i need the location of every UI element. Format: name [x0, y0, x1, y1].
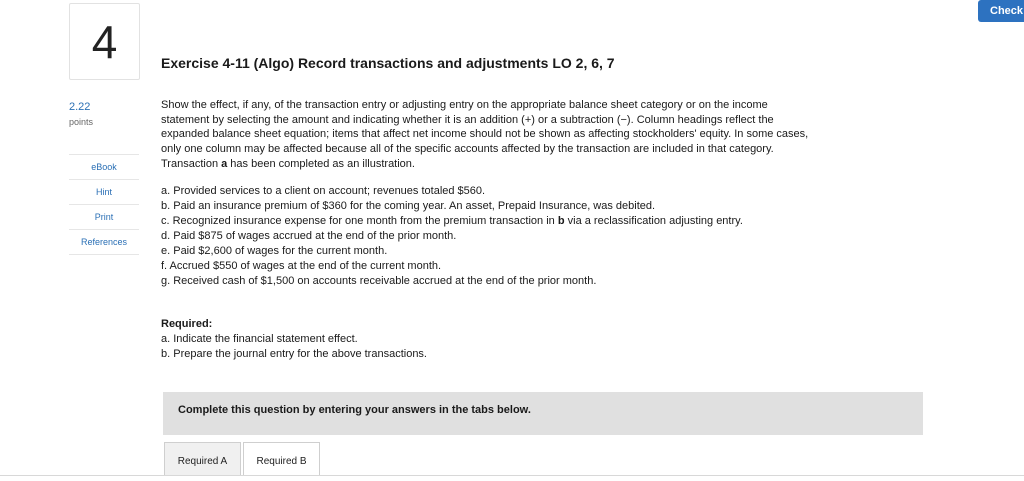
transaction-list: [161, 184, 951, 289]
required-item: a. Indicate the financial statement effect.: [161, 333, 358, 345]
references-link[interactable]: References: [69, 229, 139, 255]
transaction-item: a. Provided services to a client on account; revenues totaled $560.: [161, 185, 486, 197]
transaction-item: c. Recognized insurance expense for one month from the premium transaction in b via a reclassification adjusting entry.: [161, 215, 743, 227]
transaction-item: f. Accrued $550 of wages at the end of the current month.: [161, 260, 442, 272]
transaction-item: d. Paid $875 of wages accrued at the end of the prior month.: [161, 230, 457, 242]
instruction-line: statement by selecting the amount and indicating whether it is an addition (+) or a subtraction (−). Column headings reflect the: [161, 113, 774, 126]
question-number: 4: [69, 3, 140, 80]
required-section: [161, 317, 427, 362]
hint-link[interactable]: Hint: [69, 179, 139, 204]
print-link[interactable]: Print: [69, 204, 139, 229]
instructions: [161, 98, 951, 172]
tab-required-a[interactable]: Required A: [164, 442, 241, 476]
required-item: b. Prepare the journal entry for the above transactions.: [161, 348, 427, 360]
ebook-link[interactable]: eBook: [69, 154, 139, 179]
resource-links: [69, 154, 139, 255]
check-button[interactable]: Check: [978, 0, 1024, 22]
transaction-item: e. Paid $2,600 of wages for the current month.: [161, 245, 388, 257]
illustration-note: Transaction a has been completed as an illustration.: [161, 157, 415, 170]
exercise-title: Exercise 4-11 (Algo) Record transactions and adjustments LO 2, 6, 7: [161, 55, 615, 71]
tab-required-b[interactable]: Required B: [243, 442, 320, 476]
points-label: points: [69, 117, 94, 127]
points-value: 2.22: [69, 101, 91, 113]
transaction-item: g. Received cash of $1,500 on accounts receivable accrued at the end of the prior month.: [161, 275, 597, 287]
instruction-line: Show the effect, if any, of the transaction entry or adjusting entry on the appropriate balance sheet category or on the income: [161, 99, 768, 111]
transaction-item: b. Paid an insurance premium of $360 for the coming year. An asset, Prepaid Insurance, was debited.: [161, 200, 656, 212]
required-title: Required:: [161, 318, 213, 330]
complete-prompt: Complete this question by entering your answers in the tabs below.: [163, 392, 923, 435]
instruction-line: expanded balance sheet equation; items that affect net income should not be shown as affecting stockholders' equity. In some cases,: [161, 128, 809, 141]
instruction-line: only one column may be affected because all of the specific accounts affected by the transaction are included in that category.: [161, 143, 774, 156]
